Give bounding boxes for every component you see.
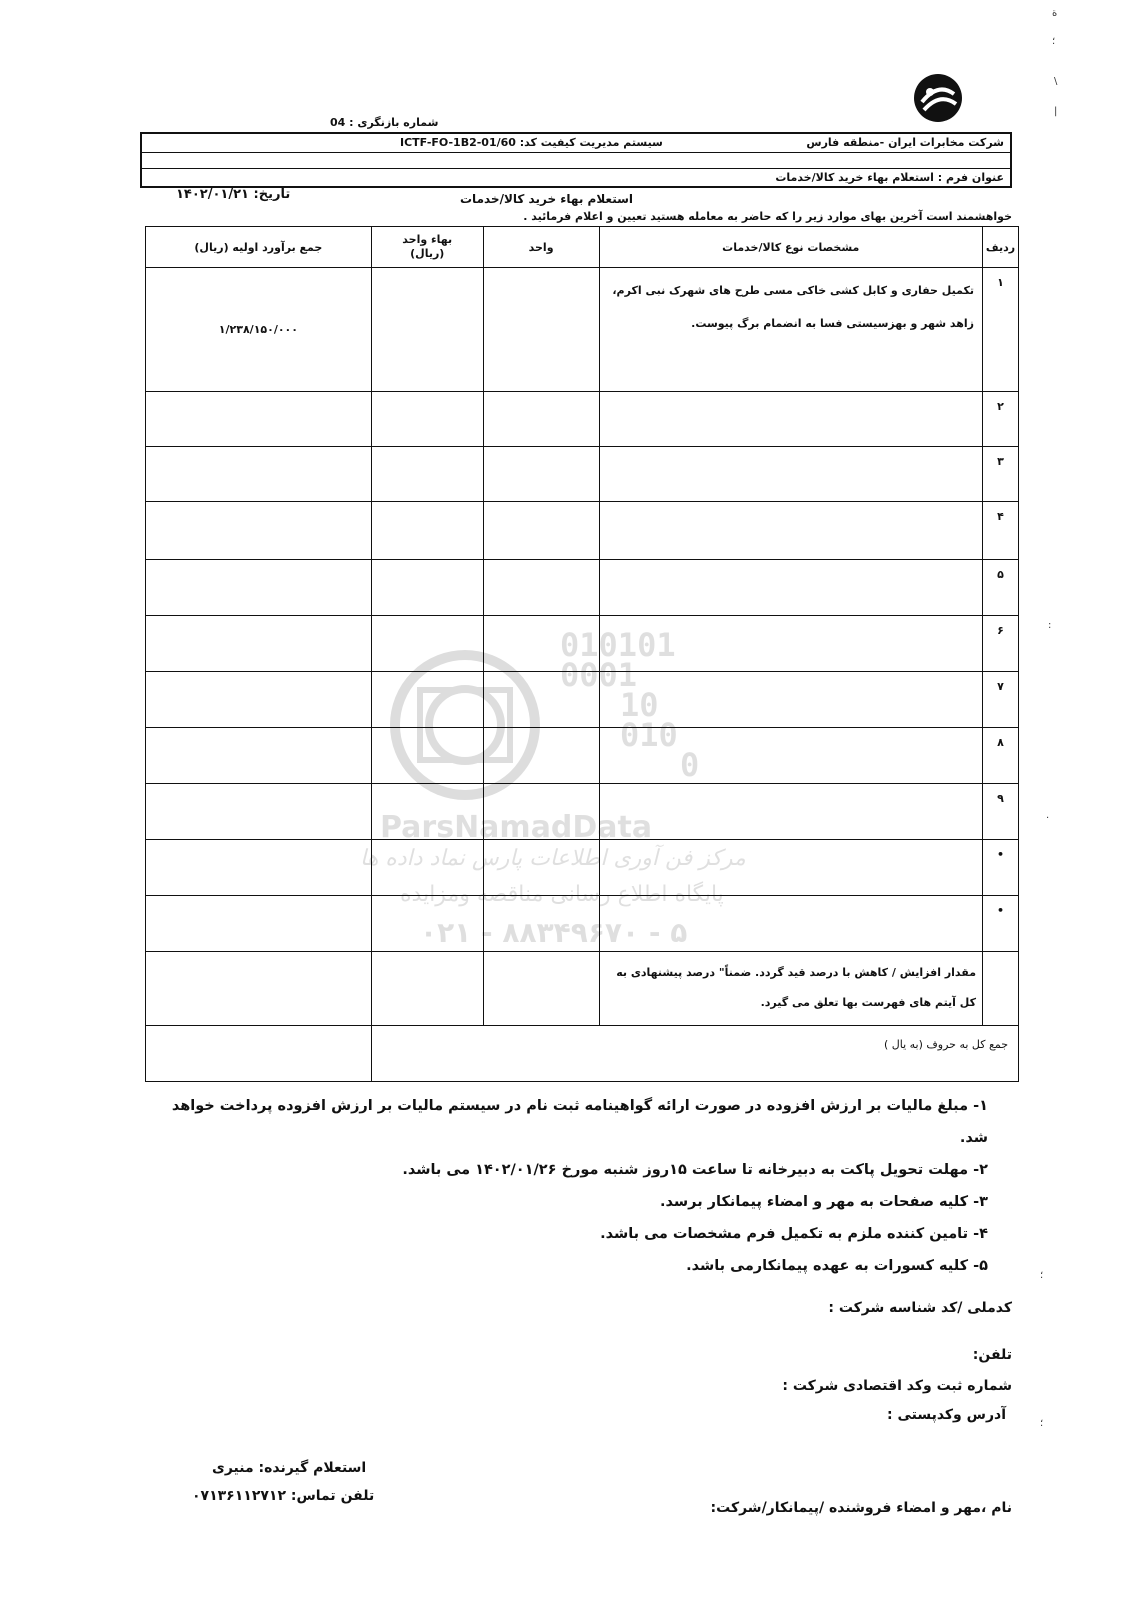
note-item: ۴- تامین کننده ملزم به تکمیل فرم مشخصات می باشد.: [600, 1226, 988, 1242]
item-unit: [483, 672, 599, 728]
table-row: [146, 728, 1019, 784]
registration-field: شماره ثبت وکد اقتصادی شرکت :: [782, 1378, 1012, 1394]
row-number: ۳: [983, 447, 1019, 502]
item-unit: [483, 447, 599, 502]
item-total: [146, 784, 372, 840]
item-total: [146, 840, 372, 896]
sum-total: [146, 1026, 372, 1082]
item-unit-price: [371, 896, 483, 952]
col-header-total: جمع برآورد اولیه (ریال): [146, 227, 372, 268]
doc-title: استعلام بهاء خرید کالا/خدمات: [460, 192, 634, 206]
items-table: [145, 226, 1019, 1082]
watermark-digits: 10: [620, 686, 659, 724]
note-item: شد.: [959, 1130, 988, 1146]
note-item: ۲- مهلت تحویل پاکت به دبیرخانه تا ساعت ۱۵روز شنبه مورخ ۱۴۰۲/۰۱/۲۶ می باشد.: [402, 1162, 988, 1178]
item-spec: [599, 672, 983, 728]
table-row: [146, 672, 1019, 728]
quality-code: سیستم مدیریت کیفیت کد: ICTF-FO-1B2-01/60: [400, 136, 663, 149]
scan-mark: ؛: [1040, 1270, 1044, 1281]
table-row: [146, 896, 1019, 952]
item-unit-price: [371, 392, 483, 447]
item-unit: [483, 616, 599, 672]
item-unit: [483, 502, 599, 560]
item-spec: [599, 392, 983, 447]
item-unit: [483, 560, 599, 616]
sum-row: [146, 1026, 1019, 1082]
watermark-brand: ParsNamadData: [380, 810, 653, 845]
inquirer-name: استعلام گیرنده: منیری: [212, 1460, 367, 1476]
header-divider: [140, 152, 1012, 153]
col-header-unit: واحد: [483, 227, 599, 268]
table-row: [146, 502, 1019, 560]
table-row: [146, 560, 1019, 616]
item-spec: [599, 502, 983, 560]
table-row: [146, 784, 1019, 840]
item-unit-price: [371, 616, 483, 672]
item-spec: [599, 560, 983, 616]
item-total: [146, 447, 372, 502]
item-unit: [483, 952, 599, 1026]
watermark-digits: 010101: [560, 626, 676, 664]
item-total: [146, 952, 372, 1026]
company-name: شرکت مخابرات ایران -منطقه فارس: [806, 136, 1004, 149]
item-unit: [483, 268, 599, 392]
watermark-digits: 010: [620, 716, 678, 754]
notes-list: [128, 1090, 988, 1282]
row-number: ۹: [983, 784, 1019, 840]
watermark-phone: ۰۲۱ - ۸۸۳۴۹۶۷۰ - ۵: [420, 916, 688, 949]
note-item: ۱- مبلغ مالیات بر ارزش افزوده در صورت ارائه گواهینامه ثبت نام در سیستم مالیات بر ارزش افزوده پرداخت خواهد: [171, 1098, 988, 1114]
table-row: [146, 616, 1019, 672]
item-total: [146, 392, 372, 447]
item-spec: [599, 728, 983, 784]
item-unit-price: [371, 268, 483, 392]
increase-decrease-note: مقدار افزایش / کاهش با درصد قید گردد. ضمناً" درصد پیشنهادی به کل آیتم های فهرست بها تعلق می گیرد.: [599, 952, 983, 1026]
col-header-spec: مشخصات نوع کالا/خدمات: [599, 227, 983, 268]
row-number: ۲: [983, 392, 1019, 447]
col-header-row: ردیف: [983, 227, 1019, 268]
item-spec: [599, 616, 983, 672]
item-unit: [483, 392, 599, 447]
item-unit-price: [371, 952, 483, 1026]
request-text: خواهشمند است آخرین بهای موارد زیر را که حاضر به معامله هستید تعیین و اعلام فرمائید .: [523, 210, 1012, 223]
inquirer-phone: تلفن تماس: ۰۷۱۳۶۱۱۲۷۱۲: [192, 1488, 375, 1504]
item-unit: [483, 784, 599, 840]
item-unit: [483, 840, 599, 896]
address-field: آدرس وکدپستی :: [886, 1407, 1006, 1423]
col-header-unit-price: بهاء واحد (ریال): [371, 227, 483, 268]
phone-field: تلفن:: [972, 1347, 1012, 1363]
watermark-line1: مرکز فن آوری اطلاعات پارس نماد داده ها: [360, 846, 746, 871]
scan-mark: ة: [1052, 8, 1058, 19]
note-item: ۵- کلیه کسورات به عهده پیمانکارمی باشد.: [686, 1258, 988, 1274]
item-total: [146, 560, 372, 616]
row-number: ۴: [983, 502, 1019, 560]
item-unit: [483, 896, 599, 952]
row-number: ۸: [983, 728, 1019, 784]
national-id-field: کدملی /کد شناسه شرکت :: [828, 1300, 1012, 1316]
item-total: ۱/۲۳۸/۱۵۰/۰۰۰: [146, 268, 372, 392]
table-row: [146, 447, 1019, 502]
item-spec: [599, 840, 983, 896]
item-total: [146, 502, 372, 560]
item-unit-price: [371, 560, 483, 616]
item-spec: [599, 896, 983, 952]
item-unit-price: [371, 784, 483, 840]
scan-mark: ؛: [1052, 36, 1056, 47]
watermark-digits: 0: [680, 746, 700, 784]
item-unit-price: [371, 672, 483, 728]
company-logo-icon: [912, 72, 964, 124]
item-spec: [599, 784, 983, 840]
row-number: ۶: [983, 616, 1019, 672]
row-number: ۷: [983, 672, 1019, 728]
scan-mark: \: [1054, 76, 1058, 87]
scan-mark: :: [1048, 620, 1052, 631]
scan-mark: |: [1054, 106, 1058, 117]
scan-mark: ؛: [1040, 1418, 1044, 1429]
item-unit-price: [371, 502, 483, 560]
date: تاریخ: ۱۴۰۲/۰۱/۲۱: [176, 187, 291, 202]
row-number: ۱: [983, 268, 1019, 392]
item-unit-price: [371, 447, 483, 502]
item-spec: [599, 447, 983, 502]
row-number: •: [983, 840, 1019, 896]
note-item: ۳- کلیه صفحات به مهر و امضاء پیمانکار برسد.: [660, 1194, 988, 1210]
table-row: [146, 392, 1019, 447]
item-unit-price: [371, 728, 483, 784]
header-divider: [140, 168, 1012, 169]
form-title: عنوان فرم : استعلام بهاء خرید کالا/خدمات: [775, 171, 1004, 184]
row-number: •: [983, 896, 1019, 952]
table-row: [146, 268, 1019, 392]
item-total: [146, 616, 372, 672]
table-row: [146, 840, 1019, 896]
item-total: [146, 672, 372, 728]
item-unit: [483, 728, 599, 784]
scan-mark: .: [1046, 810, 1050, 821]
item-total: [146, 896, 372, 952]
table-header-row: [146, 227, 1019, 268]
watermark-digits: 0001: [560, 656, 638, 694]
signature-field: نام ،مهر و امضاء فروشنده /پیمانکار/شرکت:: [710, 1500, 1012, 1516]
row-number: ۵: [983, 560, 1019, 616]
item-unit-price: [371, 840, 483, 896]
watermark-line2: پایگاه اطلاع رسانی مناقصه ومزایده: [400, 882, 724, 907]
item-total: [146, 728, 372, 784]
item-spec: تکمیل حفاری و کابل کشی خاکی مسی طرح های شهرک نبی اکرم، زاهد شهر و بهزسیستی فسا به انضمام برگ پیوست.: [599, 268, 983, 392]
row-number: [983, 952, 1019, 1026]
sum-in-words: جمع کل به حروف (به یال ): [371, 1026, 1018, 1082]
note-row: [146, 952, 1019, 1026]
revision-number: شماره بازنگری : 04: [330, 116, 439, 129]
